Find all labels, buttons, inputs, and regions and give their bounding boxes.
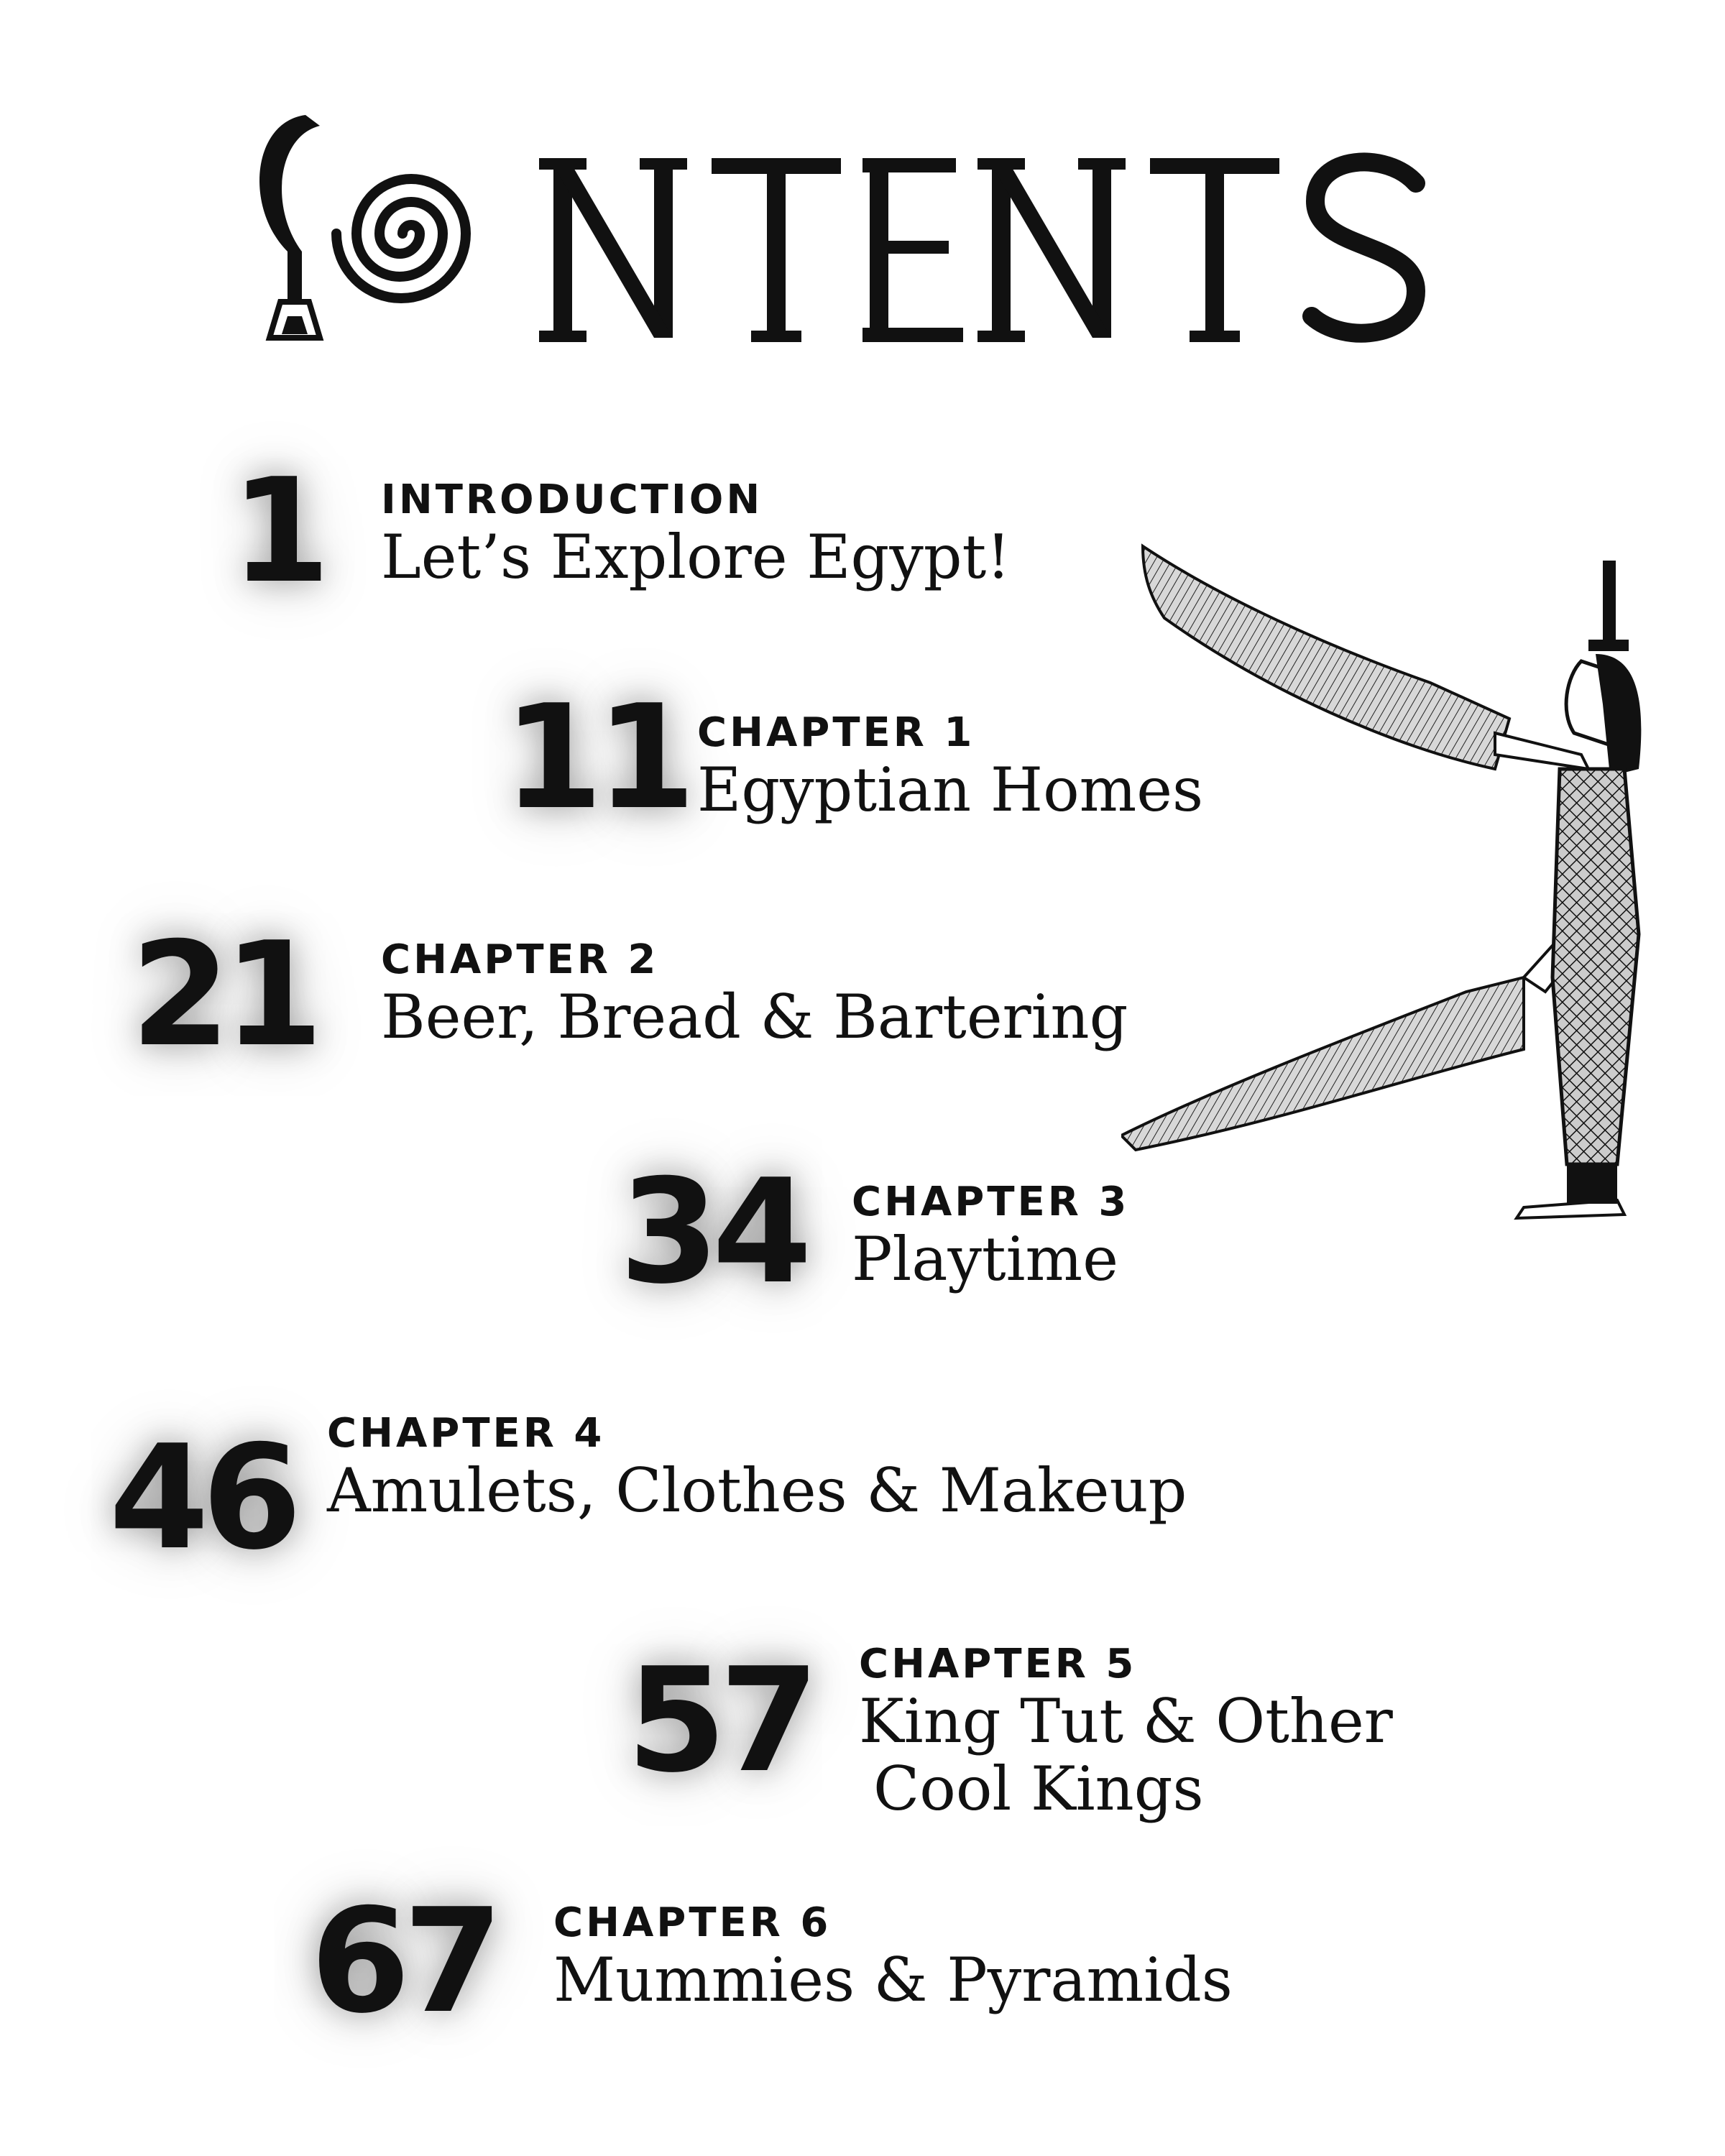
- entry-title: Amulets, Clothes & Makeup: [327, 1455, 1187, 1526]
- winged-goddess-art: [1121, 532, 1696, 1250]
- arm: [1495, 733, 1588, 769]
- entry-title: Let’s Explore Egypt!: [381, 522, 1011, 592]
- entry-title: Egyptian Homes: [697, 755, 1204, 825]
- heading-letter-c-crook: [259, 115, 320, 338]
- page-number: 67: [310, 1878, 496, 2045]
- page-number: 57: [626, 1637, 812, 1805]
- heading-letter-n-2: [978, 158, 1126, 342]
- contents-heading-art: [237, 86, 1459, 345]
- entry-label: CHAPTER 6: [553, 1899, 832, 1946]
- headdress: [1603, 561, 1616, 647]
- heading-letter-t-2: [1150, 158, 1279, 342]
- entry-label: CHAPTER 4: [327, 1410, 605, 1457]
- entry-title-line-2: Cool Kings: [873, 1754, 1204, 1824]
- entry-title: Beer, Bread & Bartering: [381, 982, 1128, 1052]
- lower-wing: [1121, 977, 1524, 1150]
- page-title: [237, 86, 1459, 345]
- entry-label: CHAPTER 5: [859, 1641, 1137, 1687]
- heading-letter-s: [1312, 162, 1416, 333]
- page-number: 11: [503, 674, 689, 842]
- entry-label: CHAPTER 2: [381, 936, 659, 983]
- page-number: 34: [619, 1148, 805, 1316]
- heading-letter-t: [712, 158, 841, 342]
- entry-label: INTRODUCTION: [381, 476, 763, 523]
- heading-letter-o-spiral: [336, 179, 466, 298]
- heading-letter-e: [862, 158, 963, 342]
- page-number: 46: [109, 1414, 295, 1582]
- page-number: 21: [130, 911, 316, 1079]
- dress: [1552, 769, 1639, 1164]
- entry-label: CHAPTER 1: [697, 709, 975, 756]
- entry-label: CHAPTER 3: [852, 1179, 1130, 1225]
- entry-title: Mummies & Pyramids: [553, 1945, 1233, 2015]
- entry-title: Playtime: [852, 1224, 1118, 1294]
- winged-goddess-illustration: [1121, 532, 1696, 1250]
- upper-wing: [1143, 546, 1509, 769]
- entry-title-line-1: King Tut & Other: [859, 1686, 1393, 1756]
- heading-letter-n: [539, 158, 687, 342]
- page-number: 1: [230, 448, 323, 615]
